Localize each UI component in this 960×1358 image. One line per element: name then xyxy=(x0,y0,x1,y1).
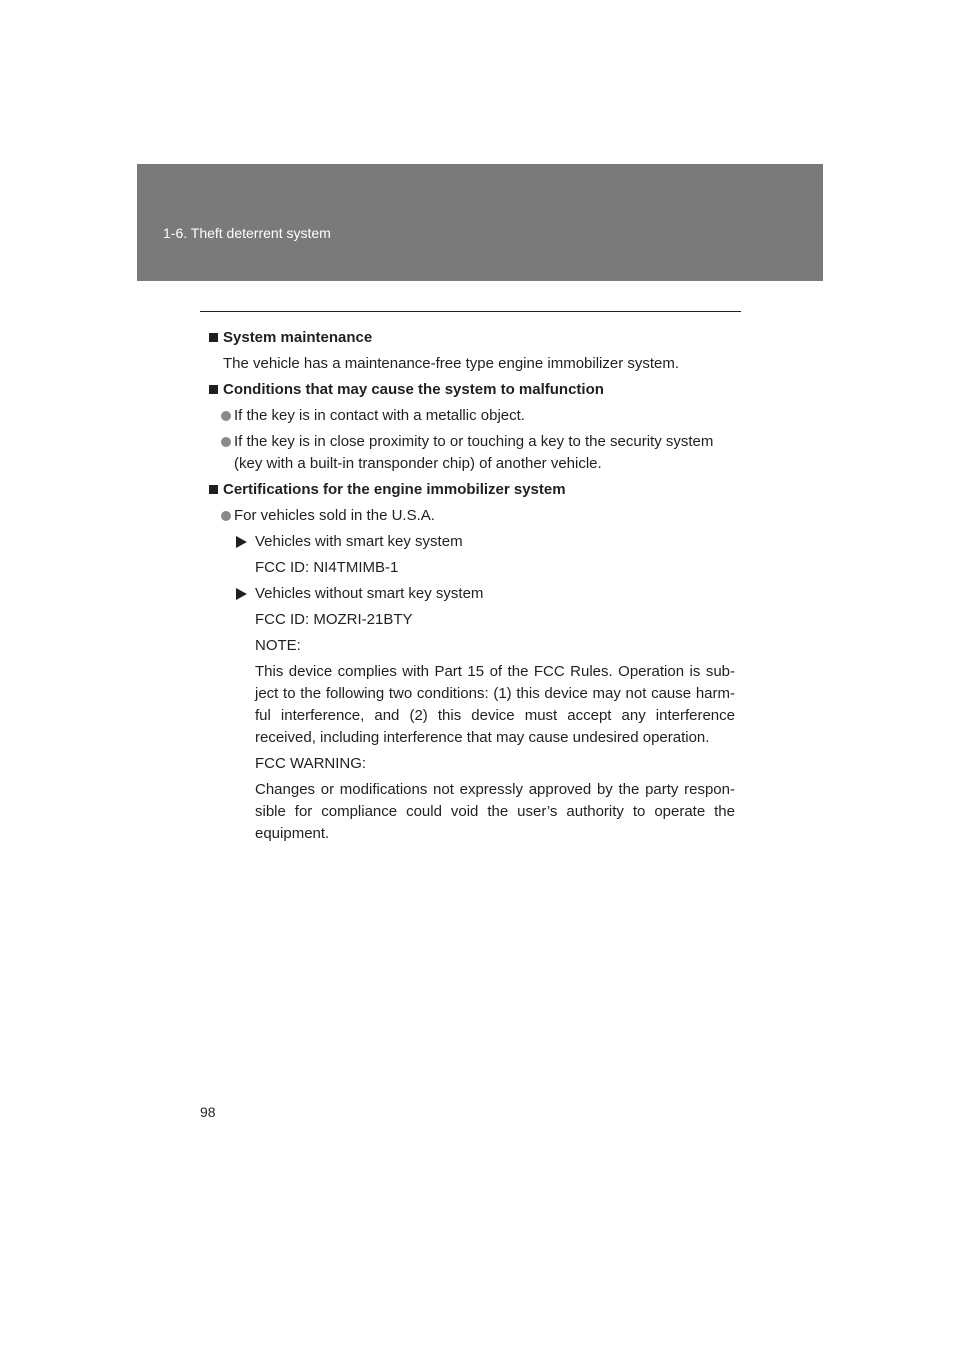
square-bullet-icon xyxy=(209,385,218,394)
triangle-pointer-icon xyxy=(236,536,247,548)
sub-item-smart-key xyxy=(209,531,735,553)
fcc-warning-label: FCC WARNING: xyxy=(255,755,367,772)
fcc-id-no-smart-key: FCC ID: MOZRI-21BTY xyxy=(255,611,413,628)
heading-text: Conditions that may cause the system to malfunction xyxy=(223,381,604,398)
circle-bullet-icon xyxy=(221,411,231,421)
note-label: NOTE: xyxy=(255,637,301,654)
triangle-pointer-icon xyxy=(236,588,247,600)
square-bullet-icon xyxy=(209,333,218,342)
heading-text: System maintenance xyxy=(223,329,373,346)
page-content xyxy=(209,327,735,849)
fcc-warning-text: Changes or modifications not expressly approved by the party respon-sible for compliance could void the user’s authority to operate the equipment. xyxy=(255,781,735,842)
note-text: This device complies with Part 15 of the FCC Rules. Operation is sub-ject to the following two conditions: (1) this device may not cause harm-ful interference, and (2) this device must accept any interference received, including interference that may cause undesired operation. xyxy=(255,663,735,746)
circle-bullet-icon xyxy=(221,511,231,521)
heading-system-maintenance xyxy=(209,327,735,349)
bullet-text: If the key is in close proximity to or touching a key to the security system (key with a built-in transponder chip) of another vehicle. xyxy=(234,433,714,472)
bullet-item xyxy=(209,405,735,427)
bullet-text: For vehicles sold in the U.S.A. xyxy=(234,507,435,524)
section-header-band xyxy=(137,164,823,281)
sub-item-label: Vehicles with smart key system xyxy=(255,533,463,550)
bullet-item xyxy=(209,431,735,475)
heading-text: Certifications for the engine immobilizer system xyxy=(223,481,566,498)
heading-malfunction-conditions xyxy=(209,379,735,401)
heading-certifications xyxy=(209,479,735,501)
sub-item-no-smart-key xyxy=(209,583,735,605)
sub-item-label: Vehicles without smart key system xyxy=(255,585,484,602)
system-maintenance-text: The vehicle has a maintenance-free type engine immobilizer system. xyxy=(223,355,680,372)
bullet-item xyxy=(209,505,735,527)
bullet-text: If the key is in contact with a metallic object. xyxy=(234,407,525,424)
square-bullet-icon xyxy=(209,485,218,494)
page-number: 98 xyxy=(200,1104,216,1120)
circle-bullet-icon xyxy=(221,437,231,447)
divider-rule xyxy=(200,311,741,312)
section-title: 1-6. Theft deterrent system xyxy=(163,225,331,241)
fcc-id-smart-key: FCC ID: NI4TMIMB-1 xyxy=(255,559,399,576)
